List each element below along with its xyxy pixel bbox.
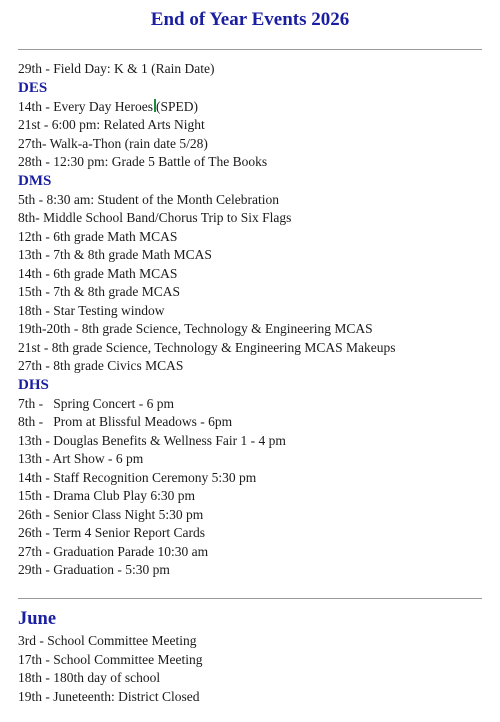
event-item [18,98,488,117]
event-item: 15th - 7th & 8th grade MCAS [18,284,180,299]
event-item: 27th- Walk-a-Thon (rain date 5/28) [18,135,208,151]
event-item: 17th - School Committee Meeting [18,651,203,667]
event-item: 12th - 6th grade Math MCAS [18,228,178,244]
dhs-heading: DHS [18,376,49,393]
divider [18,598,482,599]
event-item: 13th - 7th & 8th grade Math MCAS [18,247,212,262]
event-text: (SPED) [155,98,198,114]
event-item: 29th - Field Day: K & 1 (Rain Date) [18,61,215,76]
event-item: 27th - Graduation Parade 10:30 am [18,543,209,559]
divider [18,49,482,50]
event-item: 18th - 180th day of school [18,670,161,685]
event-item: 8th- Middle School Band/Chorus Trip to Six Flags [18,210,292,225]
event-item: 26th - Senior Class Night 5:30 pm [18,506,204,522]
event-item: 8th - Prom at Blissful Meadows - 6pm [18,414,233,429]
event-item: 15th - Drama Club Play 6:30 pm [18,488,195,503]
may-section [18,60,488,580]
event-item: 28th - 12:30 pm: Grade 5 Battle of The Books [18,154,268,169]
event-item: 21st - 6:00 pm: Related Arts Night [18,117,205,132]
event-item: 14th - Staff Recognition Ceremony 5:30 pm [18,469,257,485]
june-section [18,607,488,706]
event-item: 26th - Term 4 Senior Report Cards [18,525,206,540]
event-item: 13th - Art Show - 6 pm [18,451,144,466]
event-item: 14th - 6th grade Math MCAS [18,265,178,281]
event-item: 3rd - School Committee Meeting [18,633,197,648]
page-title: End of Year Events 2026 [150,9,350,30]
event-item: 29th - Graduation - 5:30 pm [18,562,170,577]
event-item: 21st - 8th grade Science, Technology & Engineering MCAS Makeups [18,339,396,355]
event-item: 19th-20th - 8th grade Science, Technology & Engineering MCAS [18,321,373,336]
des-heading: DES [18,79,48,96]
event-item: 7th - Spring Concert - 6 pm [18,395,174,411]
event-item: 5th - 8:30 am: Student of the Month Celebration [18,191,279,207]
event-item: 13th - Douglas Benefits & Wellness Fair 1 - 4 pm [18,432,286,448]
june-heading: June [18,609,57,629]
event-item: 18th - Star Testing window [18,302,165,318]
event-item: 19th - Juneteenth: District Closed [18,688,200,704]
event-item: 27th - 8th grade Civics MCAS [18,358,184,373]
event-text: 14th - Every Day Heroes [18,98,153,114]
dms-heading: DMS [18,172,52,189]
